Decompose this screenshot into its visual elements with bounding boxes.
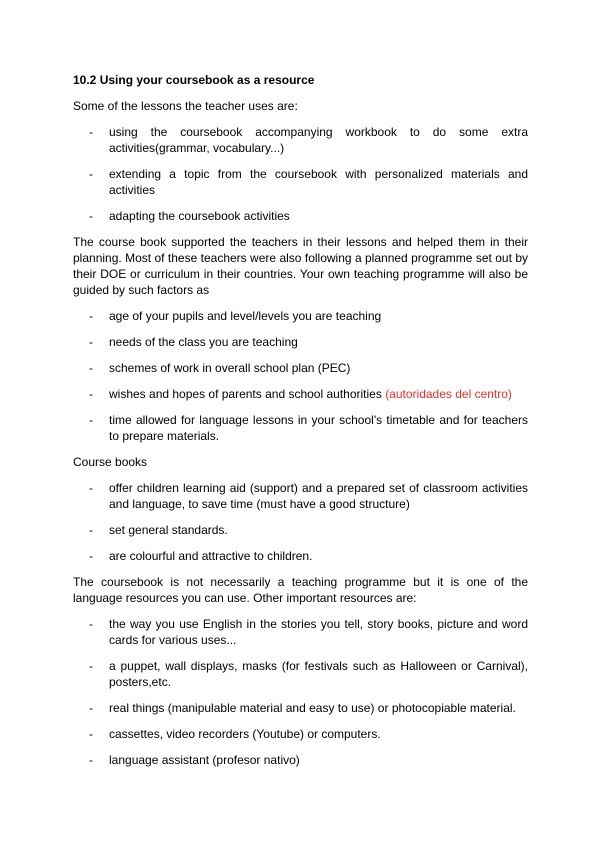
list-item-text: offer children learning aid (support) and a prepared set of classroom activities and language, to save time (must have a good structure) bbox=[109, 481, 528, 511]
dash-bullet: - bbox=[89, 309, 93, 323]
list-item bbox=[73, 412, 528, 444]
list-item bbox=[73, 726, 528, 742]
dash-bullet: - bbox=[89, 125, 93, 139]
dash-bullet: - bbox=[89, 617, 93, 631]
dash-bullet: - bbox=[89, 413, 93, 427]
list-item-text: a puppet, wall displays, masks (for festivals such as Halloween or Carnival), posters,etc. bbox=[109, 659, 528, 689]
dash-bullet: - bbox=[89, 727, 93, 741]
list-item-text: age of your pupils and level/levels you are teaching bbox=[109, 309, 382, 323]
spanish-translation-note: (autoridades del centro) bbox=[385, 387, 512, 401]
list-item bbox=[73, 480, 528, 512]
intro-paragraph: Some of the lessons the teacher uses are: bbox=[73, 99, 298, 113]
resources-paragraph: The coursebook is not necessarily a teaching programme but it is one of the language resources you can use. Other important resources are: bbox=[73, 575, 528, 605]
list-item bbox=[73, 548, 528, 564]
dash-bullet: - bbox=[89, 481, 93, 495]
section-heading: 10.2 Using your coursebook as a resource bbox=[73, 73, 315, 87]
list-item bbox=[73, 166, 528, 198]
list-item-text: adapting the coursebook activities bbox=[109, 209, 290, 223]
course-books-label: Course books bbox=[73, 455, 148, 469]
list-item bbox=[73, 386, 528, 402]
list-item bbox=[73, 522, 528, 538]
list-item-text: are colourful and attractive to children. bbox=[109, 549, 313, 563]
dash-bullet: - bbox=[89, 549, 93, 563]
dash-bullet: - bbox=[89, 701, 93, 715]
list-item-text: using the coursebook accompanying workbook to do some extra activities(grammar, vocabulary...) bbox=[109, 125, 528, 155]
list-item-text: set general standards. bbox=[109, 523, 228, 537]
dash-bullet: - bbox=[89, 167, 93, 181]
list-item bbox=[73, 124, 528, 156]
dash-bullet: - bbox=[89, 753, 93, 767]
lessons-list bbox=[73, 124, 528, 224]
list-item bbox=[73, 360, 528, 376]
dash-bullet: - bbox=[89, 209, 93, 223]
list-item-text: wishes and hopes of parents and school authorities bbox=[109, 387, 382, 401]
list-item-text: extending a topic from the coursebook with personalized materials and activities bbox=[109, 167, 528, 197]
list-item-text: needs of the class you are teaching bbox=[109, 335, 298, 349]
list-item bbox=[73, 308, 528, 324]
course-books-list bbox=[73, 480, 528, 564]
list-item bbox=[73, 700, 528, 716]
list-item bbox=[73, 616, 528, 648]
dash-bullet: - bbox=[89, 523, 93, 537]
list-item bbox=[73, 752, 528, 768]
list-item bbox=[73, 208, 528, 224]
dash-bullet: - bbox=[89, 335, 93, 349]
list-item-text: time allowed for language lessons in your school's timetable and for teachers to prepare materials. bbox=[109, 413, 528, 443]
list-item-text: real things (manipulable material and easy to use) or photocopiable material. bbox=[109, 701, 516, 715]
dash-bullet: - bbox=[89, 387, 93, 401]
list-item bbox=[73, 658, 528, 690]
list-item-text: schemes of work in overall school plan (PEC) bbox=[109, 361, 351, 375]
list-item-text: the way you use English in the stories you tell, story books, picture and word cards for various uses... bbox=[109, 617, 528, 647]
factors-list bbox=[73, 308, 528, 444]
dash-bullet: - bbox=[89, 659, 93, 673]
list-item-text: language assistant (profesor nativo) bbox=[109, 753, 300, 767]
programme-paragraph: The course book supported the teachers in their lessons and helped them in their planning. Most of these teachers were also following a planned programme set out by their DOE or curriculum in their countries. Your own teaching programme will also be guided by such factors as bbox=[73, 235, 528, 297]
resources-list bbox=[73, 616, 528, 768]
list-item bbox=[73, 334, 528, 350]
list-item-text: cassettes, video recorders (Youtube) or computers. bbox=[109, 727, 381, 741]
dash-bullet: - bbox=[89, 361, 93, 375]
